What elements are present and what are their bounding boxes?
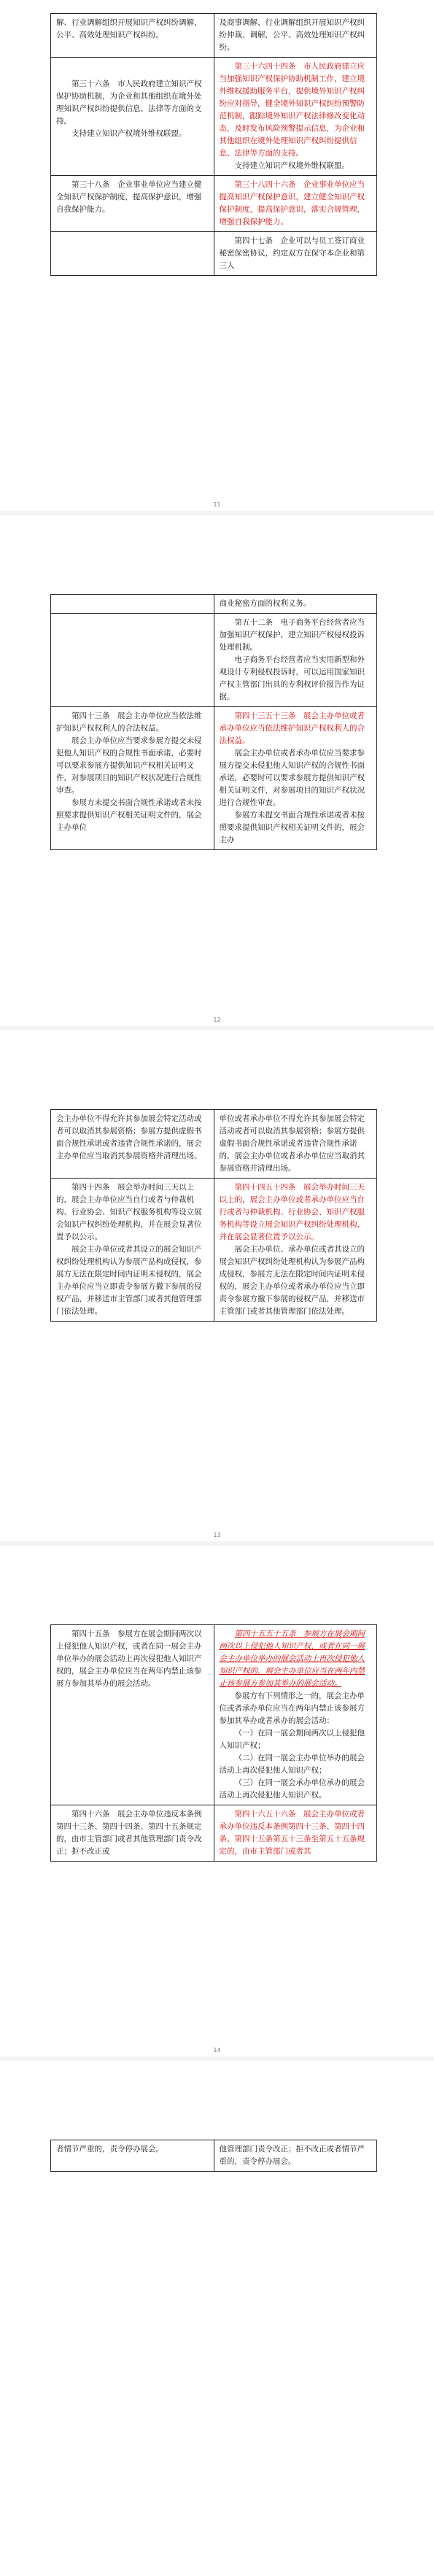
page-number: 13	[213, 1532, 221, 1538]
article-paragraph: 第四十三五十三条 展会主办单位或者承办单位应当依法维护知识产权权利人的合法权益。	[219, 712, 365, 745]
revised-text-cell	[214, 1179, 377, 1322]
article-paragraph: 第四十五五十五条 参展方在展会期间两次以上侵犯他人知识产权，或者在同一展会主办单位举办的展会活动上再次侵犯他人知识产权的，展会主办单位应当在两年内禁止该参展方参加其举办的展会活动。	[219, 1630, 365, 1688]
article-paragraph: 第四十四五十四条 展会举办时间三天以上的，展会主办单位或者承办单位应当自行或者与仲裁机构、行业协会、知识产权服务机构等设立展会知识产权纠纷处理机构，并在展会显著位置予以公示。	[219, 1183, 365, 1241]
revised-text-cell	[214, 14, 377, 58]
table-row	[51, 176, 377, 232]
article-paragraph: 第五十二条 电子商务平台经营者应当加强知识产权保护，建立知识产权侵权投诉处理机制。	[219, 618, 365, 652]
comparison-table	[50, 594, 377, 850]
revised-text-cell	[214, 707, 377, 850]
table-row	[51, 614, 377, 707]
table-row	[51, 1110, 377, 1179]
original-text-cell	[51, 1805, 214, 1862]
revised-text-cell	[214, 58, 377, 176]
original-text-cell	[51, 14, 214, 58]
list-item: （一）在同一展会期间两次以上侵犯他人知识产权；	[219, 1729, 365, 1750]
article-paragraph: 第三十八条 企业事业单位应当建立健全知识产权保护制度，提高保护意识，增强自我保护能力。	[56, 180, 202, 214]
comparison-table	[50, 1109, 377, 1322]
article-paragraph: 第四十七条 企业可以与员工签订商业秘密保密协议，约定双方在保守本企业和第三人	[219, 236, 365, 270]
table-row	[51, 707, 377, 850]
paragraph: 及商事调解、行业调解组织开展知识产权纠纷仲裁、调解，公平、高效处理知识产权纠纷。	[219, 18, 365, 52]
article-paragraph: 参展方未提交书面合规性承诺或者未按照要求提供知识产权相关证明文件的，展会主办单位	[56, 798, 202, 832]
original-text-cell	[51, 614, 214, 707]
article-paragraph: 支持建立知识产权境外维权联盟。	[71, 129, 187, 138]
article-paragraph: 第三十六四十四条 市人民政府建立应当加强知识产权保护协助机制工作，建立境外维权援助服务平台，提供境外知识产权纠纷应对指导，健全境外知识产权纠纷预警防范机制，跟踪境外知识产权法律修改变化动态，及时发布风险预警提示信息，为企业和其他组织在境外处理知识产权纠纷提供信息、法律等方面的支持。	[219, 62, 365, 158]
table-row	[51, 58, 377, 176]
revised-text-cell	[214, 1625, 377, 1805]
document-page	[0, 1546, 434, 2056]
original-text-cell	[51, 1625, 214, 1805]
table-row	[51, 2140, 377, 2172]
document-page	[0, 0, 434, 511]
original-text-cell	[51, 1110, 214, 1179]
table-row	[51, 232, 377, 276]
revised-text-cell	[214, 1110, 377, 1179]
article-paragraph: 第四十六条 展会主办单位违反本条例第四十三条、第四十四条、第四十五条规定的，由市主管部门或者其他管理部门责令改正；拒不改正或	[56, 1810, 202, 1856]
original-text-cell	[51, 595, 214, 614]
document-page	[0, 515, 434, 1026]
article-paragraph: 参展方有下列情形之一的，展会主办单位或者承办单位应当在两年内禁止该参展方参加其举办或者承办的展会活动：	[219, 1692, 365, 1725]
article-paragraph: 电子商务平台经营者应当实用新型和外观设计专利侵权投诉时，可以运用国家知识产权主管部门出具的专利权评价报告作为证据。	[219, 655, 365, 701]
article-paragraph: 第四十六五十六条 展会主办单位或者承办单位违反本条例第四十三条、第四十四条、第四十五条第五十三条至第五十五条规定的，由市主管部门或者其	[219, 1810, 365, 1856]
paragraph: 单位或者承办单位不得允许其参加展会特定活动或者可以取消其参展资格；参展方提供虚假书面合规性承诺或者违背合规性承诺的，展会主办单位或者承办单位应当取消其参展资格并清理出场。	[219, 1114, 365, 1173]
table-row	[51, 1805, 377, 1862]
paragraph: 者情节严重的，责令停办展会。	[56, 2145, 163, 2153]
list-item: （二）在同一展会主办单位举办的展会活动上再次侵犯他人知识产权；	[219, 1754, 365, 1775]
article-paragraph: 第四十五条 参展方在展会期间两次以上侵犯他人知识产权，或者在同一展会主办单位举办的展会活动上再次侵犯他人知识产权的，展会主办单位应当在两年内禁止该参展方参加其举办的展会活动。	[56, 1630, 202, 1688]
table-row	[51, 1179, 377, 1322]
table-row	[51, 595, 377, 614]
paragraph: 他管理部门责令改正；拒不改正或者情节严重的，责令停办展会。	[219, 2145, 365, 2166]
article-paragraph: 支持建立知识产权境外维权联盟。	[234, 161, 349, 170]
article-paragraph: 第三十八四十六条 企业事业单位应当提高知识产权保护意识，建立健全知识产权保护制度，提高保护意识，落实合规管理，增强自我保护能力。	[219, 180, 365, 226]
comparison-table	[50, 1624, 377, 1862]
article-paragraph: 展会主办单位或者承办单位应当要求参展方提交未侵犯他人知识产权的合规性书面承诺，必要时可以要求参展方提供知识产权相关证明文件，对参展项目的知识产权状况进行合规性审查。	[219, 749, 365, 807]
original-text-cell	[51, 1179, 214, 1322]
revised-text-cell	[214, 176, 377, 232]
original-text-cell	[51, 232, 214, 276]
article-paragraph: 展会主办单位或者其设立的展会知识产权纠纷处理机构认为参展产品构成侵权，参展方无法在限定时间内证明未侵权的，展会主办单位应当立即责令参展方撤下参展的侵权产品，并移送市主管部门或者其他管理部门依法处理。	[56, 1245, 202, 1316]
paragraph: 解、行业调解组织开展知识产权纠纷调解，公平、高效处理知识产权纠纷。	[56, 18, 202, 39]
comparison-table	[50, 2140, 377, 2172]
original-text-cell	[51, 2140, 214, 2172]
table-row	[51, 1625, 377, 1805]
revised-text-cell	[214, 614, 377, 707]
revised-text-cell	[214, 2140, 377, 2172]
page-number: 12	[213, 1017, 221, 1023]
document-page	[0, 2061, 434, 2576]
original-text-cell	[51, 58, 214, 176]
article-paragraph: 第四十四条 展会举办时间三天以上的，展会主办单位应当自行或者与仲裁机构、行业协会、知识产权服务机构等设立展会知识产权纠纷处理机构，并在展会显著位置予以公示。	[56, 1183, 202, 1241]
revised-text-cell	[214, 232, 377, 276]
article-paragraph: 第三十六条 市人民政府建立知识产权保护协助机制，为企业和其他组织在境外处理知识产权纠纷提供信息、法律等方面的支持。	[56, 80, 202, 126]
article-paragraph: 参展方未提交书面合规性承诺或者未按照要求提供知识产权相关证明文件的，展会主办	[219, 811, 365, 844]
article-paragraph: 第四十三条 展会主办单位应当依法维护知识产权权利人的合法权益。	[56, 712, 202, 733]
page-number: 11	[213, 501, 221, 508]
article-paragraph: 展会主办单位、承办单位或者其设立的展会知识产权纠纷处理机构认为参展产品构成侵权，参展方无法在限定时间内证明未侵权的，展会主办单位或者承办单位应当立即责令参展方撤下参展的侵权产品，并移送市主管部门或者其他管理部门依法处理。	[219, 1245, 365, 1316]
comparison-table	[50, 13, 377, 276]
document-page	[0, 1030, 434, 1541]
article-paragraph: 展会主办单位应当要求参展方提交未侵犯他人知识产权的合规性书面承诺，必要时可以要求参展方提供知识产权相关证明文件，对参展项目的知识产权状况进行合规性审查。	[56, 736, 202, 795]
original-text-cell	[51, 176, 214, 232]
revised-text-cell	[214, 595, 377, 614]
page-number: 14	[213, 2047, 221, 2054]
list-item: （三）在同一展会承办单位承办的展会活动上再次侵犯他人知识产权。	[219, 1778, 365, 1800]
revised-text-cell	[214, 1805, 377, 1862]
paragraph: 会主办单位不得允许其参加展会特定活动或者可以取消其参展资格；参展方提供虚假书面合规性承诺或者违背合规性承诺的，展会主办单位应当取消其参展资格并清理出场。	[56, 1114, 202, 1160]
paragraph: 商业秘密方面的权利义务。	[219, 599, 311, 608]
original-text-cell	[51, 707, 214, 850]
table-row	[51, 14, 377, 58]
